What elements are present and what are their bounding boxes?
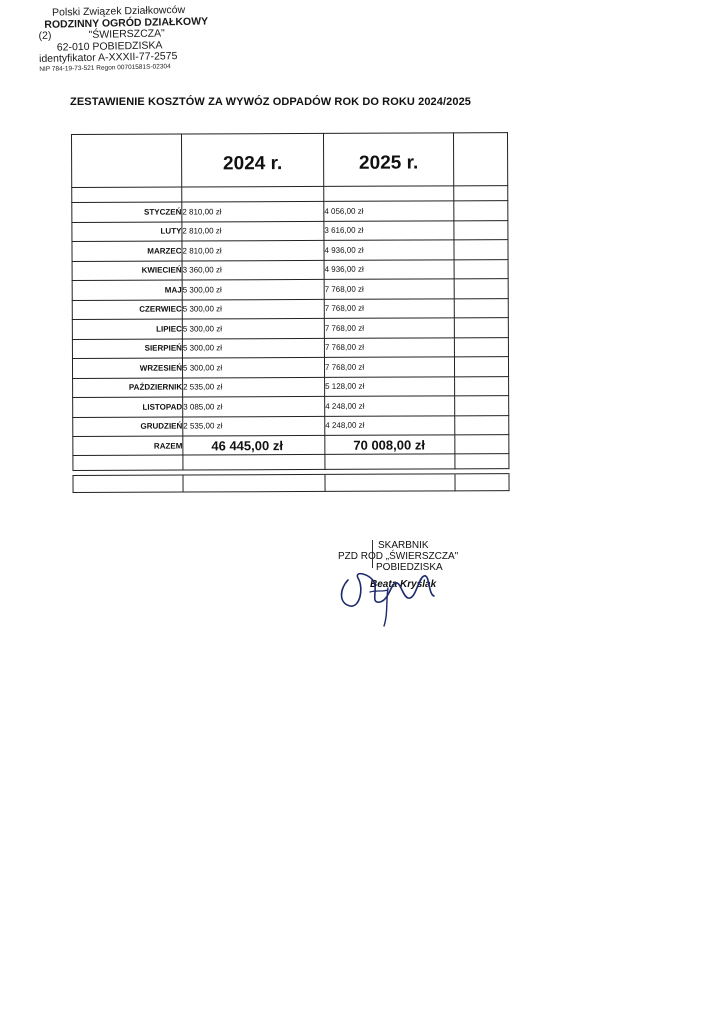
extra-cell — [454, 259, 508, 279]
table-row — [72, 298, 508, 319]
stamp-line-nip-regon: NIP 784-19-73-521 Regon 00701581S-02304 — [39, 62, 171, 73]
cost-2025: 5 128,00 zł — [325, 376, 455, 396]
stamp-line-address: 62-010 POBIEDZISKA — [56, 38, 163, 54]
cost-2025: 4 936,00 zł — [324, 259, 454, 279]
signature-name: Beata Kryślak — [370, 579, 437, 590]
stamp-garden-name: "ŚWIERSZCZA" — [88, 27, 165, 41]
table-row — [72, 220, 508, 241]
header-year-2024: 2024 r. — [182, 133, 324, 187]
cost-2025: 7 768,00 zł — [324, 318, 454, 338]
month-name: MARZEC — [72, 241, 182, 261]
stamp-line-association: Polski Związek Działkowców — [51, 3, 186, 19]
header-empty-cell — [72, 134, 182, 187]
cost-2025: 4 936,00 zł — [324, 240, 454, 260]
month-name: GRUDZIEŃ — [73, 417, 183, 437]
table-row — [72, 318, 508, 339]
header-extra-cell — [453, 133, 507, 186]
month-name: STYCZEŃ — [72, 202, 182, 222]
month-name: KWIECIEŃ — [72, 261, 182, 281]
organization-stamp — [38, 4, 239, 74]
spacer-cell — [324, 186, 454, 202]
table-row — [72, 201, 508, 222]
extra-cell — [455, 396, 509, 416]
extra-cell — [455, 435, 509, 454]
table-row — [73, 415, 509, 436]
empty-cell — [183, 454, 325, 470]
table-header-row — [72, 133, 508, 188]
signature-city: POBIEDZISKA — [376, 562, 443, 573]
table-row — [72, 357, 508, 378]
header-year-2025: 2025 r. — [323, 133, 453, 187]
cost-2024: 5 300,00 zł — [182, 318, 324, 338]
table-row — [73, 396, 509, 417]
table-row — [72, 337, 508, 358]
month-name: LISTOPAD — [73, 397, 183, 417]
stamp-number: (2) — [38, 29, 52, 42]
stamp-line-garden: RODZINNY OGRÓD DZIAŁKOWY — [44, 14, 209, 31]
total-label: RAZEM — [73, 436, 183, 455]
empty-row — [73, 474, 509, 493]
extra-cell — [454, 357, 508, 377]
table-row — [72, 240, 508, 261]
extra-cell — [455, 415, 509, 435]
cost-2025: 7 768,00 zł — [324, 298, 454, 318]
cost-2024: 2 810,00 zł — [182, 240, 324, 260]
empty-cell — [455, 474, 509, 491]
cost-2024: 2 810,00 zł — [182, 221, 324, 241]
total-2024: 46 445,00 zł — [183, 435, 325, 455]
month-name: PAŹDZIERNIK — [73, 378, 183, 398]
empty-cell — [325, 474, 455, 492]
spacer-cell — [454, 186, 508, 201]
extra-cell — [454, 240, 508, 260]
total-row — [73, 435, 509, 456]
extra-cell — [454, 220, 508, 240]
empty-cell — [325, 454, 455, 470]
cost-2024: 5 300,00 zł — [182, 299, 324, 319]
spacer-cell — [72, 187, 182, 202]
handwritten-signature — [330, 548, 450, 628]
cost-2025: 4 056,00 zł — [324, 201, 454, 221]
month-name: CZERWIEC — [72, 300, 182, 320]
table-row — [72, 259, 508, 280]
month-name: LUTY — [72, 222, 182, 242]
cost-2025: 7 768,00 zł — [324, 357, 454, 377]
extra-cell — [454, 318, 508, 338]
signature-organization: PZD ROD „ŚWIERSZCZA" — [338, 551, 459, 562]
document-title: ZESTAWIENIE KOSZTÓW ZA WYWÓZ ODPADÓW ROK DO ROKU 2024/2025 — [70, 96, 472, 108]
empty-cell — [73, 455, 183, 470]
extra-cell — [454, 279, 508, 299]
table-row — [72, 279, 508, 300]
signature-role: SKARBNIK — [378, 540, 429, 551]
cost-2024: 3 360,00 zł — [182, 260, 324, 280]
cost-2024: 2 810,00 zł — [182, 201, 324, 221]
empty-cell — [455, 454, 509, 469]
table-row — [73, 376, 509, 397]
cost-2025: 4 248,00 zł — [325, 415, 455, 435]
cost-2025: 4 248,00 zł — [325, 396, 455, 416]
cost-2024: 5 300,00 zł — [182, 279, 324, 299]
signature-block — [330, 540, 550, 590]
month-name: SIERPIEŃ — [72, 339, 182, 359]
empty-cell — [183, 474, 325, 492]
cost-table — [71, 132, 510, 493]
cost-2024: 5 300,00 zł — [182, 357, 324, 377]
cost-2024: 2 535,00 zł — [183, 416, 325, 436]
cost-2025: 7 768,00 zł — [324, 279, 454, 299]
total-2025: 70 008,00 zł — [325, 435, 455, 455]
extra-cell — [455, 376, 509, 396]
stamp-line-identifier: identyfikator A-XXXII-77-2575 — [38, 50, 178, 65]
spacer-cell — [182, 186, 324, 202]
month-name: MAJ — [72, 280, 182, 300]
extra-cell — [454, 201, 508, 221]
cost-2025: 7 768,00 zł — [324, 337, 454, 357]
empty-cell — [73, 475, 183, 492]
cost-2025: 3 616,00 zł — [324, 220, 454, 240]
cost-2024: 3 085,00 zł — [183, 396, 325, 416]
extra-cell — [454, 337, 508, 357]
month-name: WRZESIEŃ — [72, 358, 182, 378]
month-name: LIPIEC — [72, 319, 182, 339]
cost-2024: 5 300,00 zł — [182, 338, 324, 358]
extra-cell — [454, 298, 508, 318]
cost-2024: 2 535,00 zł — [183, 377, 325, 397]
